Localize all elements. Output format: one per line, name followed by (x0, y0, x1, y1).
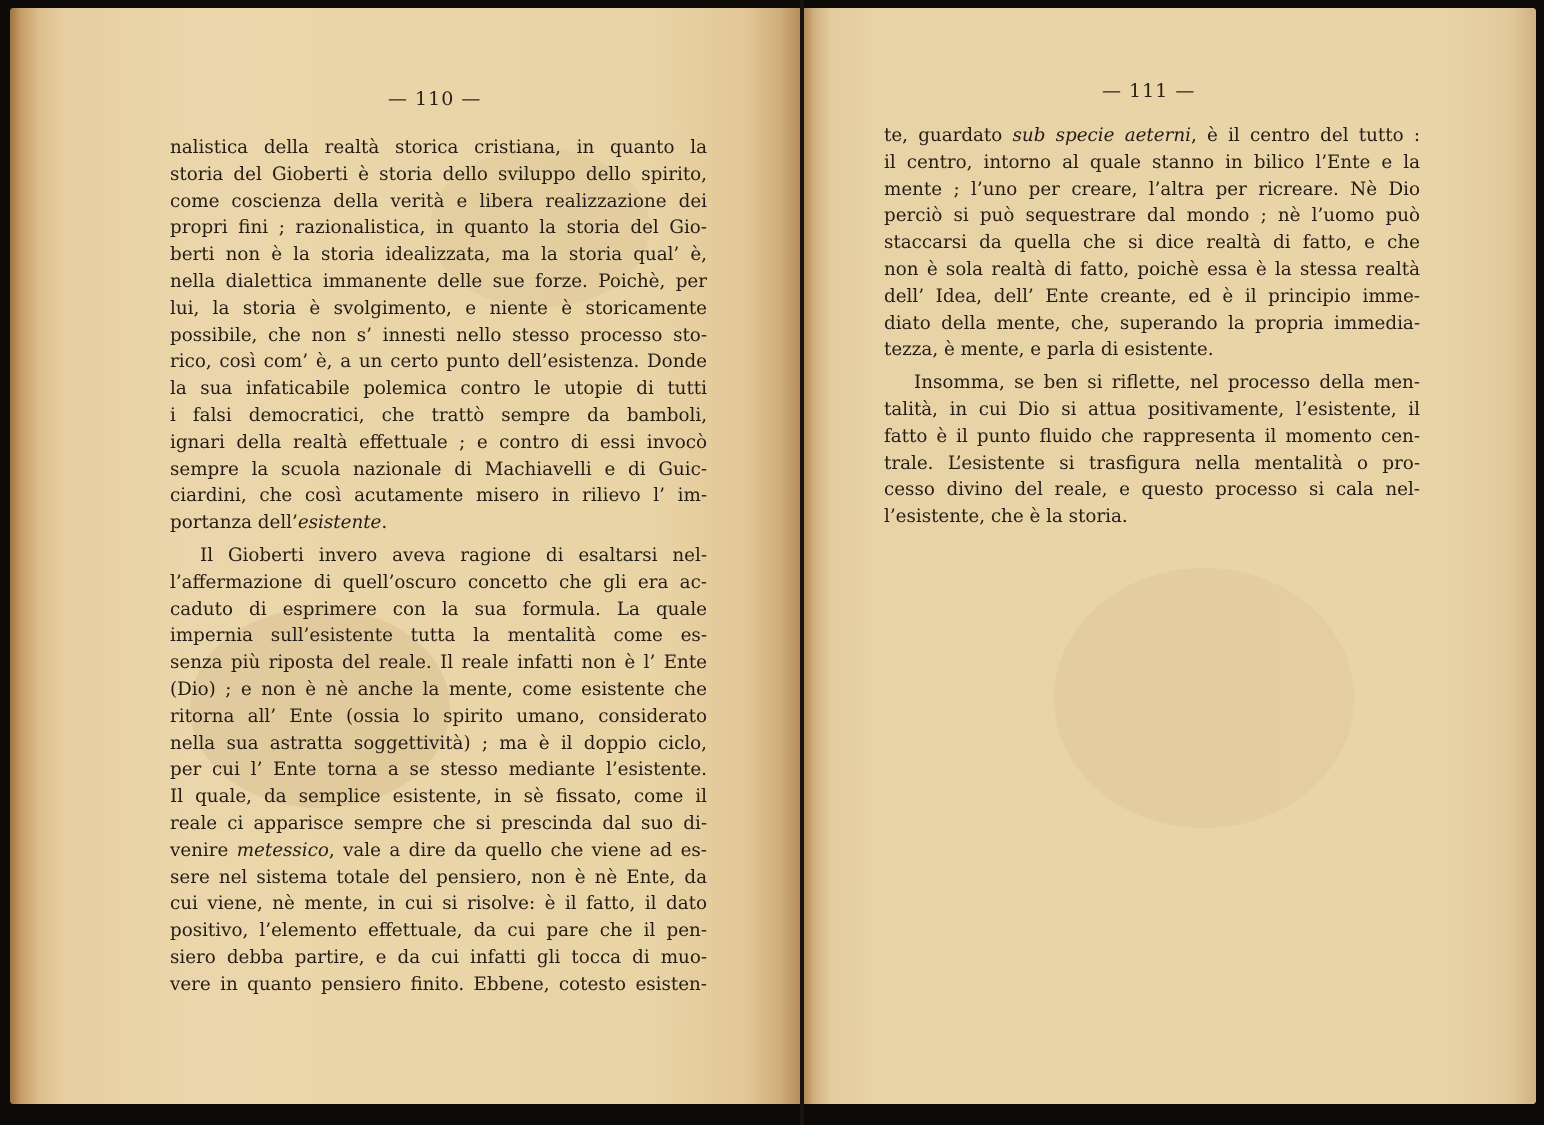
text-line: sere nel sistema totale del pensiero, non è nè Ente, da (170, 866, 707, 888)
text-line: il centro, intorno al quale stanno in bilico l’Ente e la (884, 151, 1420, 173)
text-line: non è sola realtà di fatto, poichè essa è la stessa realtà (884, 258, 1420, 280)
text-segment: portanza dell’ (170, 512, 298, 534)
text-line: reale ci apparisce sempre che si prescinda dal suo di- (170, 812, 707, 834)
text-line: nalistica della realtà storica cristiana, in quanto la (170, 137, 707, 158)
text-line: impernia sull’esistente tutta la mentalità come es- (170, 625, 707, 647)
text-line: positivo, l’elemento effettuale, da cui pare che il pen- (170, 920, 707, 942)
text-line: caduto di esprimere con la sua formula. La quale (170, 598, 707, 620)
text-line: cui viene, nè mente, in cui si risolve: è il fatto, il dato (170, 893, 707, 915)
text-line: vere in quanto pensiero finito. Ebbene, cotesto esisten- (170, 973, 707, 995)
page-number: — 111 — (1102, 80, 1196, 102)
text-line (170, 510, 707, 537)
left-page (10, 8, 800, 1104)
text-line: Insomma, se ben si riflette, nel processo della men- (914, 372, 1420, 394)
left-page-text (170, 135, 707, 999)
text-line: la sua infaticabile polemica contro le utopie di tutti (170, 378, 707, 400)
text-line: staccarsi da quella che si dice realtà di fatto, e che (884, 232, 1420, 254)
italic-term: metessico (236, 839, 329, 861)
text-segment: venire (170, 839, 237, 861)
text-line: Il quale, da semplice esistente, in sè fissato, come il (170, 786, 707, 808)
text-line: ignari della realtà effettuale ; e contro di essi invocò (170, 431, 707, 453)
text-line: propri fini ; razionalistica, in quanto la storia del Gio- (170, 217, 707, 239)
text-line: ciardini, che così acutamente misero in rilievo l’ im- (170, 485, 707, 507)
text-line: storia del Gioberti è storia dello sviluppo dello spirito, (170, 163, 707, 185)
text-segment: . (381, 512, 388, 534)
text-line: (Dio) ; e non è nè anche la mente, come esistente che (170, 678, 707, 700)
text-line: Il Gioberti invero aveva ragione di esaltarsi nel- (200, 544, 707, 566)
text-segment: , vale a dire da quello che viene ad es- (328, 839, 707, 861)
text-line: fatto è il punto fluido che rappresenta il momento cen- (884, 425, 1420, 447)
right-page (804, 8, 1536, 1104)
text-segment: , è il centro del tutto : (1190, 125, 1421, 146)
text-line: l’affermazione di quell’oscuro concetto che gli era ac- (170, 571, 707, 593)
text-line: siero debba partire, e da cui infatti gli tocca di muo- (170, 946, 707, 968)
text-line: sempre la scuola nazionale di Machiavelli e di Guic- (170, 458, 707, 480)
text-line: dell’ Idea, dell’ Ente creante, ed è il principio imme- (884, 285, 1420, 307)
text-line (884, 123, 1420, 150)
text-line: cesso divino del reale, e questo processo si cala nel- (884, 479, 1420, 501)
italic-term: sub specie aeterni (1012, 125, 1191, 146)
text-line: perciò si può sequestrare dal mondo ; nè l’uomo può (884, 205, 1420, 227)
right-page-text (884, 123, 1420, 531)
text-line (170, 838, 707, 865)
page-number: — 110 — (388, 88, 482, 110)
text-line: nella dialettica immanente delle sue forze. Poichè, per (170, 270, 707, 292)
text-line: per cui l’ Ente torna a se stesso mediante l’esistente. (170, 759, 707, 781)
text-line: nella sua astratta soggettività) ; ma è il doppio ciclo, (170, 732, 707, 754)
text-line: diato della mente, che, superando la propria immedia- (884, 312, 1420, 334)
text-line: l’esistente, che è la storia. (884, 506, 1128, 528)
text-line: ritorna all’ Ente (ossia lo spirito umano, considerato (170, 705, 707, 727)
text-line: lui, la storia è svolgimento, e niente è storicamente (170, 297, 707, 319)
text-line: come coscienza della verità e libera realizzazione dei (170, 190, 707, 212)
text-line: possibile, che non s’ innesti nello stesso processo sto- (170, 324, 707, 346)
text-line: tezza, è mente, e parla di esistente. (884, 339, 1214, 361)
text-line: mente ; l’uno per creare, l’altra per ricreare. Nè Dio (884, 178, 1420, 200)
text-line: talità, in cui Dio si attua positivamente, l’esistente, il (884, 398, 1420, 420)
text-line: berti non è la storia idealizzata, ma la storia qual’ è, (170, 244, 707, 266)
text-line: rico, così com’ è, a un certo punto dell’esistenza. Donde (170, 351, 707, 373)
text-line: trale. L’esistente si trasfigura nella mentalità o pro- (884, 452, 1420, 474)
paper-stain (1054, 568, 1354, 828)
text-line: senza più riposta del reale. Il reale infatti non è l’ Ente (170, 652, 707, 674)
text-line: i falsi democratici, che trattò sempre da bamboli, (170, 404, 707, 426)
italic-term: esistente (297, 512, 382, 534)
text-segment: te, guardato (884, 125, 1013, 146)
